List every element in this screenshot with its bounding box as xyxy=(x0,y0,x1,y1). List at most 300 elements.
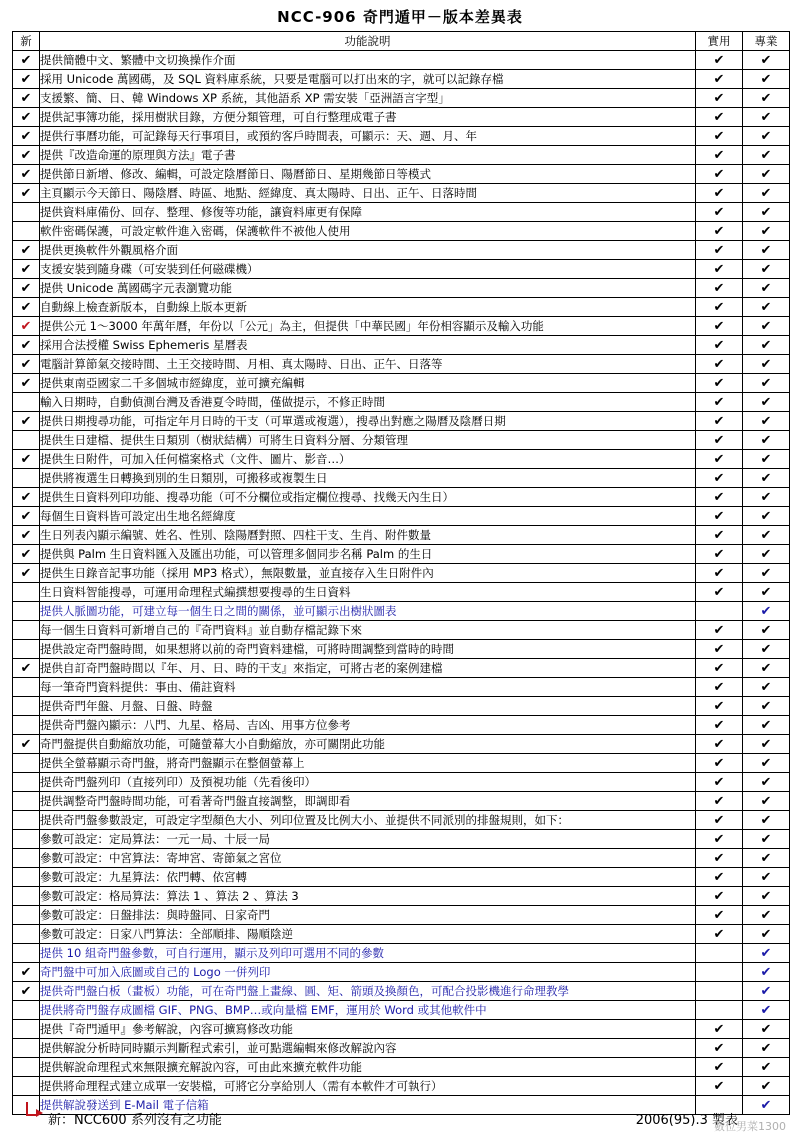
check-icon: ✔ xyxy=(760,584,772,600)
check-icon: ✔ xyxy=(713,755,725,771)
check-icon: ✔ xyxy=(20,983,32,999)
feature-description: 提供將命理程式建立成單一安裝檔，可將它分享給別人（需有本軟件才可執行） xyxy=(40,1077,696,1096)
check-icon: ✔ xyxy=(760,508,772,524)
professional-edition-cell xyxy=(743,165,790,184)
check-icon: ✔ xyxy=(760,128,772,144)
professional-edition-cell xyxy=(743,773,790,792)
professional-edition-cell xyxy=(743,944,790,963)
standard-edition-cell xyxy=(696,222,743,241)
new-feature-cell xyxy=(13,1077,40,1096)
check-icon: ✔ xyxy=(713,147,725,163)
table-row xyxy=(13,184,790,203)
professional-edition-cell xyxy=(743,127,790,146)
check-icon: ✔ xyxy=(760,223,772,239)
standard-edition-cell xyxy=(696,127,743,146)
feature-description: 電腦計算節氣交接時間、土王交接時間、月相、真太陽時、日出、正午、日落等 xyxy=(40,355,696,374)
check-icon: ✔ xyxy=(713,660,725,676)
check-icon: ✔ xyxy=(760,926,772,942)
check-icon: ✔ xyxy=(20,565,32,581)
check-icon: ✔ xyxy=(713,109,725,125)
check-icon: ✔ xyxy=(713,508,725,524)
new-feature-cell xyxy=(13,393,40,412)
check-icon: ✔ xyxy=(760,1040,772,1056)
standard-edition-cell xyxy=(696,640,743,659)
check-icon: ✔ xyxy=(760,774,772,790)
table-row xyxy=(13,108,790,127)
check-icon: ✔ xyxy=(20,242,32,258)
table-row xyxy=(13,51,790,70)
check-icon: ✔ xyxy=(760,755,772,771)
feature-description: 提供記事簿功能，採用樹狀目錄，方便分類管理，可自行整理成電子書 xyxy=(40,108,696,127)
feature-description: 提供生日附件，可加入任何檔案格式（文件、圖片、影音…） xyxy=(40,450,696,469)
feature-description: 提供生日錄音記事功能（採用 MP3 格式），無限數量，並直接存入生日附件內 xyxy=(40,564,696,583)
feature-description: 提供奇門盤白板（畫板）功能，可在奇門盤上畫線、圓、矩、箭頭及換顏色，可配合投影機進行命理教學 xyxy=(40,982,696,1001)
new-feature-cell xyxy=(13,1020,40,1039)
check-icon: ✔ xyxy=(713,736,725,752)
check-icon: ✔ xyxy=(760,660,772,676)
standard-edition-cell xyxy=(696,526,743,545)
check-icon: ✔ xyxy=(20,736,32,752)
check-icon: ✔ xyxy=(713,926,725,942)
professional-edition-cell xyxy=(743,260,790,279)
check-icon: ✔ xyxy=(713,52,725,68)
check-icon: ✔ xyxy=(20,71,32,87)
table-row xyxy=(13,431,790,450)
check-icon: ✔ xyxy=(760,546,772,562)
new-feature-cell xyxy=(13,355,40,374)
legend-arrowhead-icon xyxy=(36,1109,43,1117)
feature-description: 參數可設定：九星算法：依門轉、依宮轉 xyxy=(40,868,696,887)
table-row xyxy=(13,868,790,887)
standard-edition-cell xyxy=(696,51,743,70)
standard-edition-cell xyxy=(696,393,743,412)
standard-edition-cell xyxy=(696,944,743,963)
check-icon: ✔ xyxy=(713,223,725,239)
standard-edition-cell xyxy=(696,716,743,735)
standard-edition-cell xyxy=(696,70,743,89)
professional-edition-cell xyxy=(743,735,790,754)
table-body xyxy=(13,51,790,1115)
new-feature-cell xyxy=(13,127,40,146)
new-feature-cell xyxy=(13,1039,40,1058)
professional-edition-cell xyxy=(743,298,790,317)
feature-description: 支援繁、簡、日、韓 Windows XP 系統，其他語系 XP 需安裝「亞洲語言字型」 xyxy=(40,89,696,108)
check-icon: ✔ xyxy=(20,52,32,68)
check-icon: ✔ xyxy=(760,318,772,334)
feature-description: 提供調整奇門盤時間功能，可看著奇門盤直接調整，即調即看 xyxy=(40,792,696,811)
check-icon: ✔ xyxy=(760,166,772,182)
professional-edition-cell xyxy=(743,184,790,203)
table-row xyxy=(13,89,790,108)
new-feature-cell xyxy=(13,545,40,564)
feature-description: 提供奇門盤列印（直接列印）及預視功能（先看後印） xyxy=(40,773,696,792)
header-standard: 實用 xyxy=(696,32,743,51)
standard-edition-cell xyxy=(696,545,743,564)
feature-description: 提供更換軟件外觀風格介面 xyxy=(40,241,696,260)
feature-description: 每一個生日資料可新增自己的『奇門資料』並自動存檔記錄下來 xyxy=(40,621,696,640)
new-feature-cell xyxy=(13,51,40,70)
professional-edition-cell xyxy=(743,526,790,545)
check-icon: ✔ xyxy=(713,1021,725,1037)
table-row xyxy=(13,355,790,374)
check-icon: ✔ xyxy=(760,299,772,315)
check-icon: ✔ xyxy=(713,451,725,467)
footer-date: 2006(95).3 製表 xyxy=(635,1113,738,1128)
check-icon: ✔ xyxy=(760,1021,772,1037)
check-icon: ✔ xyxy=(20,451,32,467)
table-row xyxy=(13,488,790,507)
new-feature-cell xyxy=(13,868,40,887)
professional-edition-cell xyxy=(743,355,790,374)
professional-edition-cell xyxy=(743,51,790,70)
check-icon: ✔ xyxy=(760,90,772,106)
feature-description: 支援安裝到隨身碟（可安裝到任何磁碟機） xyxy=(40,260,696,279)
feature-description: 提供解說命理程式來無限擴充解說內容，可由此來擴充軟件功能 xyxy=(40,1058,696,1077)
table-row xyxy=(13,621,790,640)
professional-edition-cell xyxy=(743,317,790,336)
check-icon: ✔ xyxy=(713,204,725,220)
feature-description: 提供資料庫備份、回存、整理、修復等功能，讓資料庫更有保障 xyxy=(40,203,696,222)
standard-edition-cell xyxy=(696,431,743,450)
professional-edition-cell xyxy=(743,716,790,735)
check-icon: ✔ xyxy=(20,109,32,125)
check-icon: ✔ xyxy=(713,242,725,258)
professional-edition-cell xyxy=(743,868,790,887)
standard-edition-cell xyxy=(696,412,743,431)
new-feature-cell xyxy=(13,279,40,298)
standard-edition-cell xyxy=(696,678,743,697)
header-desc: 功能說明 xyxy=(40,32,696,51)
feature-description: 生日資料智能搜尋，可運用命理程式編撰想要搜尋的生日資料 xyxy=(40,583,696,602)
check-icon: ✔ xyxy=(760,1059,772,1075)
standard-edition-cell xyxy=(696,925,743,944)
feature-description: 提供人脈圖功能，可建立每一個生日之間的關係，並可顯示出樹狀圖表 xyxy=(40,602,696,621)
professional-edition-cell xyxy=(743,1001,790,1020)
table-row xyxy=(13,469,790,488)
standard-edition-cell xyxy=(696,1077,743,1096)
professional-edition-cell xyxy=(743,108,790,127)
check-icon: ✔ xyxy=(20,413,32,429)
standard-edition-cell xyxy=(696,184,743,203)
table-row xyxy=(13,963,790,982)
check-icon: ✔ xyxy=(20,128,32,144)
feature-description: 採用合法授權 Swiss Ephemeris 星曆表 xyxy=(40,336,696,355)
feature-description: 提供將奇門盤存成圖檔 GIF、PNG、BMP…或向量檔 EMF，運用於 Word 或其他軟件中 xyxy=(40,1001,696,1020)
new-feature-cell xyxy=(13,469,40,488)
check-icon: ✔ xyxy=(20,166,32,182)
check-icon: ✔ xyxy=(20,280,32,296)
table-row xyxy=(13,849,790,868)
table-row xyxy=(13,336,790,355)
professional-edition-cell xyxy=(743,1020,790,1039)
professional-edition-cell xyxy=(743,450,790,469)
check-icon: ✔ xyxy=(20,337,32,353)
standard-edition-cell xyxy=(696,849,743,868)
standard-edition-cell xyxy=(696,203,743,222)
check-icon: ✔ xyxy=(760,869,772,885)
check-icon: ✔ xyxy=(760,964,772,980)
new-feature-cell xyxy=(13,1001,40,1020)
table-row xyxy=(13,716,790,735)
standard-edition-cell xyxy=(696,1058,743,1077)
professional-edition-cell xyxy=(743,146,790,165)
new-feature-cell xyxy=(13,564,40,583)
feature-description: 奇門盤中可加入底圖或自己的 Logo 一併列印 xyxy=(40,963,696,982)
standard-edition-cell xyxy=(696,488,743,507)
check-icon: ✔ xyxy=(760,945,772,961)
table-row xyxy=(13,735,790,754)
table-row xyxy=(13,545,790,564)
feature-description: 提供全螢幕顯示奇門盤，將奇門盤顯示在整個螢幕上 xyxy=(40,754,696,773)
new-feature-cell xyxy=(13,773,40,792)
feature-description: 提供公元 1～3000 年萬年曆，年份以「公元」為主，但提供「中華民國」年份相容顯示及輸入功能 xyxy=(40,317,696,336)
professional-edition-cell xyxy=(743,70,790,89)
new-feature-cell xyxy=(13,431,40,450)
check-icon: ✔ xyxy=(713,394,725,410)
table-row xyxy=(13,659,790,678)
standard-edition-cell xyxy=(696,1020,743,1039)
check-icon: ✔ xyxy=(713,1078,725,1094)
new-feature-cell xyxy=(13,754,40,773)
check-icon: ✔ xyxy=(20,546,32,562)
standard-edition-cell xyxy=(696,735,743,754)
check-icon: ✔ xyxy=(713,584,725,600)
table-row xyxy=(13,526,790,545)
professional-edition-cell xyxy=(743,507,790,526)
new-feature-cell xyxy=(13,70,40,89)
new-feature-cell xyxy=(13,89,40,108)
new-feature-cell xyxy=(13,640,40,659)
feature-description: 採用 Unicode 萬國碼，及 SQL 資料庫系統，只要是電腦可以打出來的字，就可以記錄存檔 xyxy=(40,70,696,89)
check-icon: ✔ xyxy=(713,128,725,144)
check-icon: ✔ xyxy=(713,888,725,904)
feature-description: 每一筆奇門資料提供：事由、備註資料 xyxy=(40,678,696,697)
check-icon: ✔ xyxy=(760,451,772,467)
professional-edition-cell xyxy=(743,1039,790,1058)
standard-edition-cell xyxy=(696,811,743,830)
table-row xyxy=(13,887,790,906)
check-icon: ✔ xyxy=(20,261,32,277)
professional-edition-cell xyxy=(743,887,790,906)
standard-edition-cell xyxy=(696,1001,743,1020)
check-icon: ✔ xyxy=(760,109,772,125)
standard-edition-cell xyxy=(696,241,743,260)
professional-edition-cell xyxy=(743,659,790,678)
check-icon: ✔ xyxy=(760,1002,772,1018)
standard-edition-cell xyxy=(696,792,743,811)
table-row xyxy=(13,583,790,602)
feature-description: 提供 10 組奇門盤參數，可自行運用，顯示及列印可選用不同的參數 xyxy=(40,944,696,963)
feature-description: 提供簡體中文、繁體中文切換操作介面 xyxy=(40,51,696,70)
check-icon: ✔ xyxy=(713,546,725,562)
table-row xyxy=(13,925,790,944)
new-feature-cell xyxy=(13,526,40,545)
check-icon: ✔ xyxy=(713,565,725,581)
professional-edition-cell xyxy=(743,1096,790,1115)
standard-edition-cell xyxy=(696,507,743,526)
check-icon: ✔ xyxy=(760,489,772,505)
feature-description: 參數可設定：日盤排法：與時盤同、日家奇門 xyxy=(40,906,696,925)
standard-edition-cell xyxy=(696,279,743,298)
table-row xyxy=(13,165,790,184)
check-icon: ✔ xyxy=(760,394,772,410)
standard-edition-cell xyxy=(696,621,743,640)
check-icon: ✔ xyxy=(20,185,32,201)
standard-edition-cell xyxy=(696,355,743,374)
table-row xyxy=(13,241,790,260)
feature-description: 提供奇門盤參數設定，可設定字型顏色大小、列印位置及比例大小、並提供不同派別的排盤規則，如下： xyxy=(40,811,696,830)
standard-edition-cell xyxy=(696,108,743,127)
feature-description: 自動線上檢查新版本，自動線上版本更新 xyxy=(40,298,696,317)
new-feature-cell xyxy=(13,317,40,336)
new-feature-cell xyxy=(13,678,40,697)
standard-edition-cell xyxy=(696,260,743,279)
check-icon: ✔ xyxy=(713,432,725,448)
standard-edition-cell xyxy=(696,906,743,925)
table-row xyxy=(13,146,790,165)
feature-description: 提供解說分析時同時顯示判斷程式索引，並可點選編輯來修改解說內容 xyxy=(40,1039,696,1058)
table-row xyxy=(13,906,790,925)
standard-edition-cell xyxy=(696,317,743,336)
table-row xyxy=(13,830,790,849)
check-icon: ✔ xyxy=(20,489,32,505)
feature-description: 參數可設定：中宮算法：寄坤宮、寄節氣之宮位 xyxy=(40,849,696,868)
header-new: 新 xyxy=(13,32,40,51)
table-row xyxy=(13,317,790,336)
new-feature-cell xyxy=(13,450,40,469)
new-feature-cell xyxy=(13,811,40,830)
new-feature-cell xyxy=(13,146,40,165)
check-icon: ✔ xyxy=(760,603,772,619)
new-feature-cell xyxy=(13,716,40,735)
feature-description: 參數可設定：格局算法：算法 1 、算法 2 、算法 3 xyxy=(40,887,696,906)
feature-description: 提供『奇門遁甲』參考解說，內容可擴寫修改功能 xyxy=(40,1020,696,1039)
check-icon: ✔ xyxy=(713,907,725,923)
standard-edition-cell xyxy=(696,773,743,792)
feature-description: 提供將複選生日轉換到別的生日類別，可搬移或複製生日 xyxy=(40,469,696,488)
professional-edition-cell xyxy=(743,1058,790,1077)
new-feature-cell xyxy=(13,887,40,906)
check-icon: ✔ xyxy=(713,261,725,277)
professional-edition-cell xyxy=(743,602,790,621)
check-icon: ✔ xyxy=(713,166,725,182)
feature-description: 提供自訂奇門盤時間以『年、月、日、時的干支』來指定，可將古老的案例建檔 xyxy=(40,659,696,678)
new-feature-cell xyxy=(13,336,40,355)
new-feature-cell xyxy=(13,222,40,241)
new-feature-cell xyxy=(13,697,40,716)
new-feature-cell xyxy=(13,108,40,127)
professional-edition-cell xyxy=(743,849,790,868)
check-icon: ✔ xyxy=(760,432,772,448)
new-feature-cell xyxy=(13,488,40,507)
table-row xyxy=(13,298,790,317)
table-row xyxy=(13,260,790,279)
check-icon: ✔ xyxy=(760,52,772,68)
professional-edition-cell xyxy=(743,925,790,944)
check-icon: ✔ xyxy=(20,527,32,543)
table-row xyxy=(13,70,790,89)
check-icon: ✔ xyxy=(713,470,725,486)
professional-edition-cell xyxy=(743,697,790,716)
standard-edition-cell xyxy=(696,583,743,602)
check-icon: ✔ xyxy=(20,318,32,334)
feature-description: 參數可設定：定局算法：一元一局、十辰一局 xyxy=(40,830,696,849)
table-header-row xyxy=(13,32,790,51)
standard-edition-cell xyxy=(696,89,743,108)
check-icon: ✔ xyxy=(20,964,32,980)
check-icon: ✔ xyxy=(20,147,32,163)
table-row xyxy=(13,1077,790,1096)
table-row xyxy=(13,678,790,697)
professional-edition-cell xyxy=(743,811,790,830)
check-icon: ✔ xyxy=(760,280,772,296)
standard-edition-cell xyxy=(696,450,743,469)
feature-description: 輸入日期時，自動偵測台灣及香港夏令時間，僅做提示，不修正時間 xyxy=(40,393,696,412)
professional-edition-cell xyxy=(743,279,790,298)
check-icon: ✔ xyxy=(713,1040,725,1056)
table-row xyxy=(13,811,790,830)
check-icon: ✔ xyxy=(713,71,725,87)
table-row xyxy=(13,1058,790,1077)
professional-edition-cell xyxy=(743,792,790,811)
table-row xyxy=(13,279,790,298)
professional-edition-cell xyxy=(743,431,790,450)
check-icon: ✔ xyxy=(713,869,725,885)
new-feature-cell xyxy=(13,906,40,925)
check-icon: ✔ xyxy=(760,71,772,87)
check-icon: ✔ xyxy=(713,641,725,657)
check-icon: ✔ xyxy=(760,812,772,828)
table-row xyxy=(13,1020,790,1039)
check-icon: ✔ xyxy=(713,831,725,847)
check-icon: ✔ xyxy=(760,375,772,391)
check-icon: ✔ xyxy=(713,337,725,353)
check-icon: ✔ xyxy=(713,299,725,315)
check-icon: ✔ xyxy=(760,736,772,752)
professional-edition-cell xyxy=(743,222,790,241)
check-icon: ✔ xyxy=(760,527,772,543)
table-row xyxy=(13,222,790,241)
new-feature-cell xyxy=(13,583,40,602)
check-icon: ✔ xyxy=(760,185,772,201)
professional-edition-cell xyxy=(743,754,790,773)
new-feature-cell xyxy=(13,184,40,203)
new-feature-cell xyxy=(13,944,40,963)
new-feature-cell xyxy=(13,260,40,279)
check-icon: ✔ xyxy=(760,337,772,353)
new-feature-cell xyxy=(13,735,40,754)
check-icon: ✔ xyxy=(760,698,772,714)
check-icon: ✔ xyxy=(760,850,772,866)
standard-edition-cell xyxy=(696,754,743,773)
professional-edition-cell xyxy=(743,982,790,1001)
table-row xyxy=(13,393,790,412)
check-icon: ✔ xyxy=(760,717,772,733)
standard-edition-cell xyxy=(696,469,743,488)
check-icon: ✔ xyxy=(713,527,725,543)
new-feature-cell xyxy=(13,621,40,640)
check-icon: ✔ xyxy=(713,90,725,106)
professional-edition-cell xyxy=(743,488,790,507)
check-icon: ✔ xyxy=(713,793,725,809)
feature-description: 提供日期搜尋功能，可指定年月日時的干支（可單選或複選），搜尋出對應之陽曆及陰曆日期 xyxy=(40,412,696,431)
new-feature-cell xyxy=(13,659,40,678)
table-row xyxy=(13,412,790,431)
new-feature-cell xyxy=(13,792,40,811)
check-icon: ✔ xyxy=(713,812,725,828)
professional-edition-cell xyxy=(743,564,790,583)
check-icon: ✔ xyxy=(713,717,725,733)
